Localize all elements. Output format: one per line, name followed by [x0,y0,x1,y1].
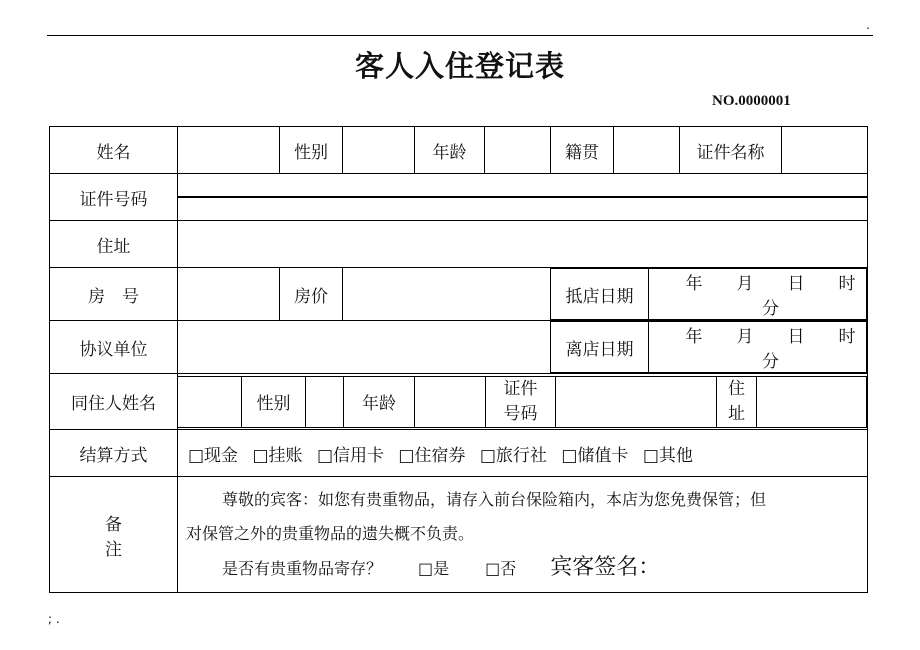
cohabitant-gender-label: 性别 [242,376,306,427]
cohabitant-name-label: 同住人姓名 [50,374,178,430]
name-label: 姓名 [50,127,178,174]
registration-form [49,126,868,593]
company-label: 协议单位 [50,321,178,374]
departure-date-block [551,321,868,374]
payment-option-on-account[interactable]: □挂账 [252,445,303,466]
year-unit: 年 [685,274,703,294]
corner-dot: . [866,18,870,32]
valuables-question-line [186,551,859,586]
departure-date-grid [551,321,867,373]
id-label-line-1: 证件 [503,378,538,399]
name-field[interactable] [178,127,280,174]
cohabitant-name-field[interactable] [178,376,242,427]
id-type-field[interactable] [782,127,868,174]
id-digit-box[interactable] [828,197,866,198]
notice-line-1: 尊敬的宾客：如您有贵重物品，请存入前台保险箱内，本店为您免费保管；但 [222,490,767,509]
room-number-label: 房 号 [50,268,178,321]
id-type-label: 证件名称 [680,127,782,174]
address-label-line-1: 住 [728,378,745,399]
row-personal-info [50,127,868,174]
id-digit-box[interactable] [331,197,369,198]
address-label: 住址 [50,221,178,268]
company-field[interactable] [178,321,551,374]
payment-option-stored-value-card[interactable]: □储值卡 [561,445,629,466]
id-digit-box[interactable] [293,197,331,198]
cohabitant-age-field[interactable] [415,376,486,427]
payment-method-label: 结算方式 [50,430,178,477]
id-digit-box[interactable] [675,197,713,198]
id-digit-box[interactable] [178,197,216,198]
row-room [50,268,868,321]
address-label-line-2: 址 [728,403,745,424]
gender-label: 性别 [280,127,343,174]
native-place-label: 籍贯 [551,127,614,174]
arrival-date-label: 抵店日期 [551,269,649,320]
row-id-number [50,174,868,221]
guest-signature-label: 宾客签名： [550,555,661,580]
id-digit-box[interactable] [522,197,560,198]
year-unit: 年 [685,327,703,347]
payment-option-other[interactable]: □其他 [642,445,693,466]
id-digit-box[interactable] [369,197,407,198]
month-unit: 月 [736,327,754,347]
arrival-date-block [551,268,868,321]
row-company [50,321,868,374]
id-number-boxes [178,174,868,221]
id-digit-box[interactable] [752,197,790,198]
id-label-line-2: 号码 [503,403,538,424]
address-field[interactable] [178,221,868,268]
cohabitant-gender-field[interactable] [306,376,344,427]
id-digit-box[interactable] [599,197,637,198]
id-digit-box[interactable] [714,197,752,198]
valuables-question: 是否有贵重物品寄存？ [222,559,383,578]
arrival-date-grid [551,268,867,320]
minute-unit: 分 [762,352,779,372]
gender-field[interactable] [343,127,415,174]
payment-option-credit-card[interactable]: □信用卡 [316,445,384,466]
cohabitant-address-field[interactable] [757,376,867,427]
id-digit-box[interactable] [561,197,599,198]
row-cohabitant [50,374,868,430]
room-price-label: 房价 [280,268,343,321]
row-payment [50,430,868,477]
room-number-field[interactable] [178,268,280,321]
remarks-content [178,477,868,593]
form-title: 客人入住登记表 [354,49,565,83]
age-field[interactable] [485,127,551,174]
row-address [50,221,868,268]
hour-unit: 时 [838,274,856,294]
day-unit: 日 [787,327,805,347]
id-digit-box[interactable] [408,197,446,198]
id-digit-box[interactable] [484,197,522,198]
month-unit: 月 [736,274,754,294]
id-digit-box[interactable] [216,197,254,198]
header-rule [47,35,873,36]
payment-option-cash[interactable]: □现金 [188,445,239,466]
arrival-date-field[interactable] [649,269,867,320]
payment-options [178,430,868,477]
remarks-label: 备 注 [50,477,178,593]
id-number-label: 证件号码 [50,174,178,221]
id-digit-box[interactable] [790,197,828,198]
native-place-field[interactable] [614,127,680,174]
day-unit: 日 [787,274,805,294]
notice-line-2: 对保管之外的贵重物品的遗失概不负责。 [186,524,475,543]
id-digit-box[interactable] [255,197,293,198]
cohabitant-block [178,374,868,430]
room-price-field[interactable] [343,268,551,321]
footer-mark: ; . [48,612,60,626]
valuables-yes-checkbox[interactable]: □是 [418,559,450,578]
valuables-no-checkbox[interactable]: □否 [485,559,517,578]
departure-date-label: 离店日期 [551,322,649,373]
id-digit-grid [178,196,867,198]
cohabitant-grid [178,376,867,428]
payment-option-voucher[interactable]: □住宿券 [398,445,466,466]
hour-unit: 时 [838,327,856,347]
age-label: 年龄 [415,127,485,174]
cohabitant-id-field[interactable] [556,376,717,427]
departure-date-field[interactable] [649,322,867,373]
cohabitant-age-label: 年龄 [344,376,415,427]
row-remarks [50,477,868,593]
payment-option-travel-agency[interactable]: □旅行社 [479,445,547,466]
id-digit-box[interactable] [637,197,675,198]
cohabitant-address-label [717,376,757,427]
id-digit-box[interactable] [446,197,484,198]
minute-unit: 分 [762,299,779,319]
cohabitant-id-label [486,376,556,427]
document-number: NO.0000001 [712,93,791,109]
